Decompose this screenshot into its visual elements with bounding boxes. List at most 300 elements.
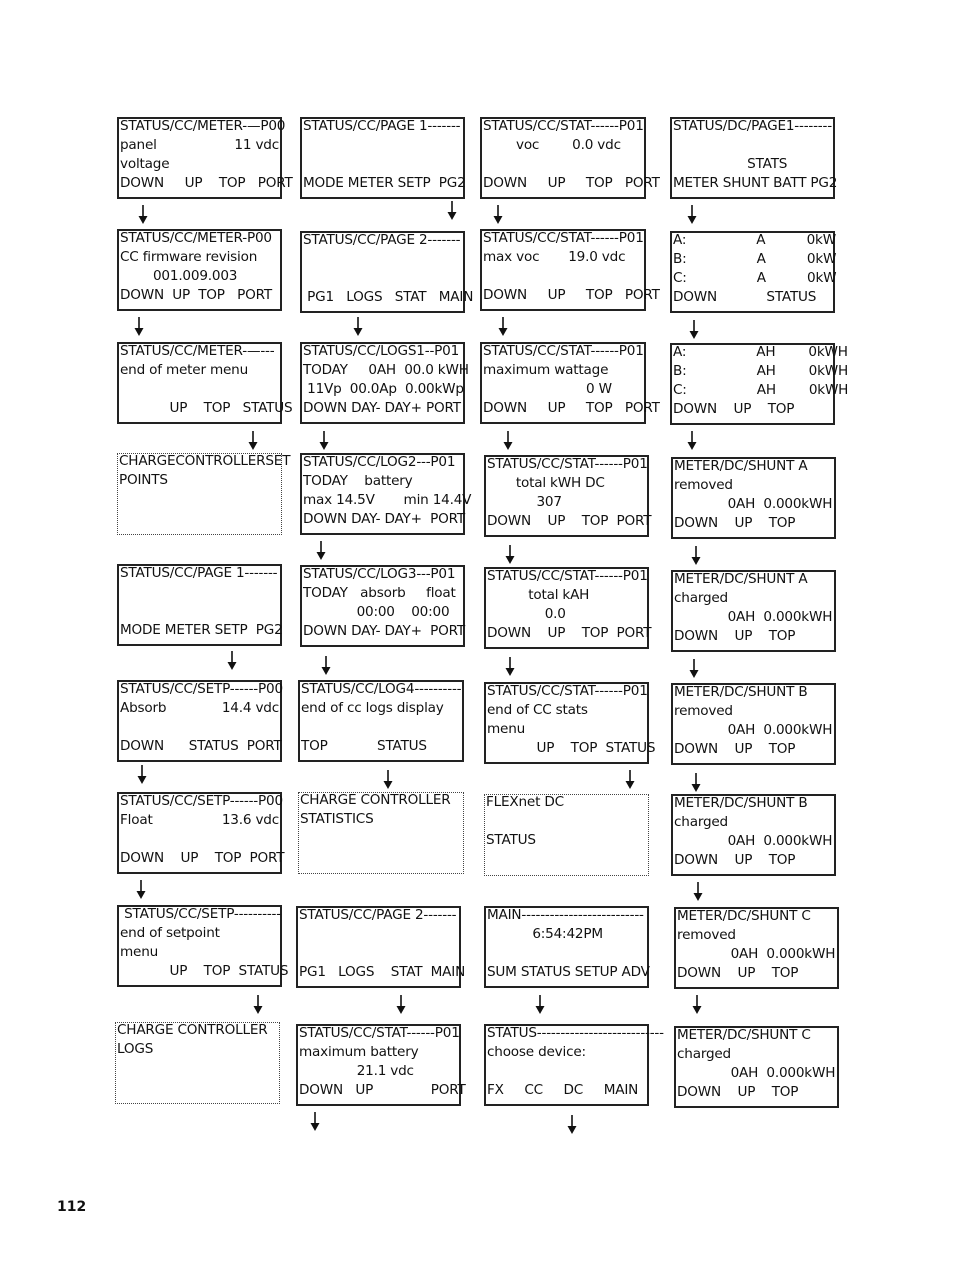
screen-text: METER/DC/SHUNT C xyxy=(677,908,811,924)
screen-text: MODE METER SETP PG2 xyxy=(120,622,283,638)
screen-text: MODE METER SETP PG2 xyxy=(303,175,466,191)
screen-line xyxy=(483,229,643,248)
screen-text: end of setpoint xyxy=(120,925,220,941)
screen-line xyxy=(303,361,469,380)
screen-text: MAIN-------------------------- xyxy=(487,907,644,923)
screen-line xyxy=(674,608,833,627)
screen-text: voc 0.0 vdc xyxy=(483,137,621,153)
lcd-screen-c3-2 xyxy=(480,229,660,311)
screen-line xyxy=(303,174,466,193)
screen-text: DOWN UP TOP xyxy=(674,515,796,531)
down-arrow-icon xyxy=(566,1115,578,1137)
lcd-screen-c4-3 xyxy=(670,343,849,425)
screen-text: STATUS/CC/METER-—P00 xyxy=(120,118,286,134)
screen-line xyxy=(483,286,660,305)
screen-text: DOWN STATUS xyxy=(673,289,817,305)
screen-line xyxy=(487,474,646,493)
lcd-screen-c2-1 xyxy=(300,117,465,199)
down-arrow-icon xyxy=(252,995,264,1017)
lcd-screen-c3-4 xyxy=(484,455,652,537)
down-arrow-icon xyxy=(135,880,147,902)
screen-line xyxy=(487,1081,646,1100)
screen-text: TODAY battery xyxy=(303,473,413,489)
lcd-screen-c2-8 xyxy=(296,906,466,988)
page-number: 112 xyxy=(57,1199,87,1215)
screen-line xyxy=(303,117,462,136)
screen-line xyxy=(120,830,279,849)
screen-line xyxy=(677,1064,836,1083)
screen-line xyxy=(677,926,836,945)
screen-line xyxy=(674,794,833,813)
screen-line xyxy=(487,963,650,982)
screen-line xyxy=(299,1024,458,1043)
screen-text: DOWN UP TOP xyxy=(674,741,796,757)
screen-text: STATUS/CC/LOG2---P01 xyxy=(303,454,456,470)
screen-line xyxy=(677,945,836,964)
lcd-screen-c4-1 xyxy=(670,117,838,199)
down-arrow-icon xyxy=(624,770,636,792)
lcd-screen-c3-3 xyxy=(480,342,660,424)
screen-line xyxy=(487,586,646,605)
screen-text: STATUS/DC/PAGE1-------- xyxy=(673,118,832,134)
down-arrow-icon xyxy=(688,659,700,681)
screen-text: TODAY 0AH 00.0 kWH xyxy=(303,362,469,378)
screen-line xyxy=(486,850,647,869)
screen-text: CHARGE CONTROLLER xyxy=(117,1022,268,1038)
screen-text: maximum battery xyxy=(299,1044,419,1060)
screen-text: DOWN DAY- DAY+ PORT xyxy=(303,623,465,639)
screen-line xyxy=(674,627,833,646)
lcd-screen-c1-6 xyxy=(117,680,282,762)
down-arrow-icon xyxy=(690,773,702,795)
screen-text: UP TOP STATUS xyxy=(120,963,289,979)
screen-text: removed xyxy=(674,703,733,719)
screen-text: POINTS xyxy=(119,472,168,488)
screen-text: METER/DC/SHUNT A xyxy=(674,571,808,587)
down-arrow-icon xyxy=(690,546,702,568)
down-arrow-icon xyxy=(137,205,149,227)
screen-text: 0.0 xyxy=(487,606,566,622)
down-arrow-icon xyxy=(686,431,698,453)
screen-text: C: AH 0kWH xyxy=(673,382,849,398)
screen-value: 14.4 vdc xyxy=(221,700,279,716)
screen-line xyxy=(303,136,462,155)
screen-text: PG1 LOGS STAT MAIN xyxy=(299,964,466,980)
screen-line xyxy=(299,1043,458,1062)
down-arrow-icon xyxy=(247,431,259,453)
screen-line xyxy=(303,288,474,307)
screen-line xyxy=(117,1078,278,1097)
screen-text: Absorb xyxy=(120,700,167,716)
screen-text: DOWN UP TOP xyxy=(677,965,799,981)
screen-line xyxy=(299,944,458,963)
screen-text: STATUS/CC/PAGE 2------- xyxy=(303,232,461,248)
down-arrow-icon xyxy=(315,541,327,563)
screen-line xyxy=(674,683,833,702)
screen-line xyxy=(120,699,279,718)
screen-text: STATUS xyxy=(486,832,536,848)
down-arrow-icon xyxy=(382,770,394,792)
screen-text: Float xyxy=(120,812,153,828)
screen-line xyxy=(487,944,646,963)
screen-text: METER SHUNT BATT PG2 xyxy=(673,175,838,191)
screen-line xyxy=(120,399,293,418)
screen-line xyxy=(120,718,279,737)
screen-text: choose device: xyxy=(487,1044,586,1060)
screen-line xyxy=(120,267,279,286)
down-arrow-icon xyxy=(318,431,330,453)
screen-line xyxy=(117,1059,278,1078)
screen-text: DOWN UP TOP xyxy=(677,1084,799,1100)
screen-line xyxy=(120,380,279,399)
screen-text: STATUS/CC/STAT------P01 xyxy=(299,1025,460,1041)
screen-line xyxy=(483,117,643,136)
screen-line xyxy=(301,737,461,756)
screen-text: max 14.5V min 14.4V xyxy=(303,492,472,508)
screen-line xyxy=(486,812,647,831)
lcd-screen-c4-7 xyxy=(671,794,836,876)
down-arrow-icon xyxy=(226,651,238,673)
screen-line xyxy=(674,832,833,851)
screen-line xyxy=(673,250,837,269)
screen-line xyxy=(677,1045,836,1064)
screen-line xyxy=(673,381,849,400)
screen-line xyxy=(303,342,462,361)
screen-line xyxy=(673,269,837,288)
lcd-screen-c2-3 xyxy=(300,342,469,424)
screen-text: B: AH 0kWH xyxy=(673,363,849,379)
screen-text: panel xyxy=(120,137,157,153)
screen-line xyxy=(301,718,461,737)
down-arrow-icon xyxy=(320,656,332,678)
screen-line xyxy=(303,250,462,269)
screen-line xyxy=(303,399,462,418)
screen-line xyxy=(673,343,848,362)
lcd-screen-c1-9 xyxy=(115,1022,280,1104)
screen-text: DOWN DAY- DAY+ PORT xyxy=(303,511,465,527)
screen-line xyxy=(303,380,462,399)
screen-line xyxy=(303,565,462,584)
screen-line xyxy=(120,962,289,981)
screen-text: TOP STATUS xyxy=(301,738,427,754)
screen-text: STATUS/CC/STAT------P01 xyxy=(483,230,644,246)
down-arrow-icon xyxy=(504,545,516,567)
screen-text: CC firmware revision xyxy=(120,249,258,265)
screen-text: FX CC DC MAIN xyxy=(487,1082,639,1098)
screen-text: maximum wattage xyxy=(483,362,609,378)
screen-text: DOWN UP TOP PORT xyxy=(120,287,273,303)
screen-line xyxy=(303,603,462,622)
screen-line xyxy=(300,810,462,829)
down-arrow-icon xyxy=(534,995,546,1017)
screen-line xyxy=(487,701,646,720)
screen-line xyxy=(677,907,836,926)
screen-line xyxy=(487,682,646,701)
screen-text: STATUS/CC/PAGE 1------- xyxy=(303,118,461,134)
lcd-screen-c4-2 xyxy=(670,231,835,313)
lcd-screen-c1-4 xyxy=(117,453,291,535)
screen-line xyxy=(120,924,279,943)
screen-text: 001.009.003 xyxy=(120,268,238,284)
lcd-screen-c1-2 xyxy=(117,229,282,311)
down-arrow-icon xyxy=(497,317,509,339)
screen-value: 11 vdc xyxy=(234,137,279,153)
screen-line xyxy=(674,851,833,870)
screen-line xyxy=(483,174,660,193)
screen-text: STATUS/CC/LOGS1--P01 xyxy=(303,343,460,359)
screen-text: A: A 0kW xyxy=(673,232,836,248)
screen-line xyxy=(303,155,462,174)
screen-line xyxy=(120,680,283,699)
screen-line xyxy=(299,963,466,982)
lcd-screen-c1-7 xyxy=(117,792,285,874)
screen-text: PG1 LOGS STAT MAIN xyxy=(303,289,474,305)
screen-line xyxy=(299,925,458,944)
screen-line xyxy=(119,509,280,528)
screen-text: LOGS xyxy=(117,1041,154,1057)
screen-line xyxy=(119,471,280,490)
screen-text: C: A 0kW xyxy=(673,270,837,286)
screen-value: 13.6 vdc xyxy=(221,812,279,828)
screen-line xyxy=(483,248,643,267)
lcd-screen-c3-1 xyxy=(480,117,660,199)
screen-text: DOWN UP TOP PORT xyxy=(487,513,652,529)
lcd-screen-c2-9 xyxy=(296,1024,466,1106)
screen-text: menu xyxy=(487,721,526,737)
screen-line xyxy=(674,570,833,589)
screen-text: METER/DC/SHUNT B xyxy=(674,795,808,811)
screen-line xyxy=(120,737,282,756)
down-arrow-icon xyxy=(688,320,700,342)
screen-line xyxy=(483,136,643,155)
screen-line xyxy=(120,811,279,830)
screen-line xyxy=(120,229,279,248)
screen-line xyxy=(677,1026,836,1045)
screen-line xyxy=(487,512,652,531)
screen-text: STATUS--------------------------- xyxy=(487,1025,664,1041)
screen-text: end of cc logs display xyxy=(301,700,444,716)
screen-line xyxy=(674,589,833,608)
screen-line xyxy=(674,495,833,514)
screen-line xyxy=(120,602,279,621)
screen-line xyxy=(483,155,643,174)
lcd-screen-c3-5 xyxy=(484,567,652,649)
screen-text: STATUS/CC/STAT------P01 xyxy=(483,343,644,359)
screen-line xyxy=(300,829,462,848)
screen-text: total kAH xyxy=(487,587,590,603)
screen-line xyxy=(673,117,832,136)
screen-line xyxy=(120,621,283,640)
screen-line xyxy=(301,680,461,699)
screen-line xyxy=(674,702,833,721)
down-arrow-icon xyxy=(309,1112,321,1134)
screen-line xyxy=(487,605,646,624)
screen-line xyxy=(674,721,833,740)
screen-text: charged xyxy=(674,590,728,606)
down-arrow-icon xyxy=(686,205,698,227)
lcd-screen-c2-5 xyxy=(300,565,465,647)
screen-line xyxy=(486,831,647,850)
down-arrow-icon xyxy=(352,317,364,339)
lcd-screen-c2-4 xyxy=(300,453,472,535)
lcd-screen-c2-7 xyxy=(298,792,464,874)
screen-text: STATUS/CC/STAT------P01 xyxy=(483,118,644,134)
lcd-screen-c3-8 xyxy=(484,906,649,988)
screen-text: DOWN UP TOP PORT xyxy=(487,625,652,641)
screen-text: CHARGECONTROLLERSET xyxy=(119,453,291,469)
screen-text: menu xyxy=(120,944,159,960)
lcd-screen-c4-5 xyxy=(671,570,836,652)
screen-line xyxy=(673,136,832,155)
screen-line xyxy=(120,136,279,155)
screen-line xyxy=(677,1083,836,1102)
screen-text: DOWN UP TOP PORT xyxy=(120,175,293,191)
screen-text: 0AH 0.000kWH xyxy=(674,609,833,625)
lcd-screen-c1-3 xyxy=(117,342,293,424)
screen-line xyxy=(303,584,462,603)
screen-line xyxy=(299,1081,466,1100)
screen-text: 0AH 0.000kWH xyxy=(677,946,836,962)
screen-line xyxy=(120,943,279,962)
screen-text: DOWN UP TOP xyxy=(674,628,796,644)
screen-text: FLEXnet DC xyxy=(486,794,564,810)
screen-line xyxy=(487,739,656,758)
screen-line xyxy=(674,740,833,759)
screen-line xyxy=(487,567,646,586)
screen-line xyxy=(303,453,462,472)
lcd-screen-c3-7 xyxy=(484,794,649,876)
screen-text: STATUS/CC/SETP------P00 xyxy=(120,793,283,809)
screen-text: STATUS/CC/STAT------P01 xyxy=(487,568,648,584)
screen-line xyxy=(303,622,465,641)
screen-text: 0AH 0.000kWH xyxy=(674,496,833,512)
screen-text: CHARGE CONTROLLER xyxy=(300,792,451,808)
screen-line xyxy=(303,510,465,529)
screen-text: STATUS/CC/METER-P00 xyxy=(120,230,272,246)
screen-line xyxy=(120,849,285,868)
screen-line xyxy=(487,906,646,925)
screen-text: STATUS/CC/LOG4---------- xyxy=(301,681,462,697)
lcd-screen-c2-6 xyxy=(298,680,464,762)
lcd-screen-c3-6 xyxy=(484,682,656,764)
screen-text: STATUS/CC/PAGE 1------- xyxy=(120,565,278,581)
screen-line xyxy=(303,231,462,250)
screen-line xyxy=(673,288,832,307)
down-arrow-icon xyxy=(502,431,514,453)
screen-text: DOWN UP TOP PORT xyxy=(120,850,285,866)
screen-text: 6:54:42PM xyxy=(487,926,603,942)
screen-line xyxy=(673,174,838,193)
screen-line xyxy=(487,1024,664,1043)
down-arrow-icon xyxy=(446,201,458,223)
screen-text: 0AH 0.000kWH xyxy=(674,722,833,738)
screen-line xyxy=(117,1040,278,1059)
screen-line xyxy=(303,269,462,288)
screen-line xyxy=(120,342,279,361)
screen-text: STATUS/CC/LOG3---P01 xyxy=(303,566,456,582)
screen-text: STATS xyxy=(673,156,788,172)
screen-line xyxy=(483,399,660,418)
screen-text: DOWN UP TOP xyxy=(674,852,796,868)
screen-line xyxy=(674,476,833,495)
screen-text: max voc 19.0 vdc xyxy=(483,249,626,265)
down-arrow-icon xyxy=(492,205,504,227)
screen-line xyxy=(299,906,458,925)
screen-line xyxy=(673,362,849,381)
screen-line xyxy=(487,1062,646,1081)
screen-text: 0AH 0.000kWH xyxy=(674,833,833,849)
screen-text: STATUS/CC/METER-—--- xyxy=(120,343,275,359)
screen-line xyxy=(303,472,462,491)
down-arrow-icon xyxy=(395,995,407,1017)
lcd-screen-c1-8 xyxy=(117,905,289,987)
screen-line xyxy=(486,793,647,812)
lcd-screen-c1-5 xyxy=(117,564,282,646)
screen-line xyxy=(673,231,836,250)
screen-line xyxy=(674,457,833,476)
screen-line xyxy=(483,380,643,399)
screen-line xyxy=(300,791,462,810)
lcd-screen-c4-9 xyxy=(674,1026,839,1108)
screen-text: 0 W xyxy=(483,381,612,397)
screen-line xyxy=(674,813,833,832)
screen-line xyxy=(119,490,280,509)
screen-text: removed xyxy=(677,927,736,943)
screen-text: charged xyxy=(674,814,728,830)
screen-text: DOWN UP TOP PORT xyxy=(483,400,660,416)
screen-line xyxy=(120,117,286,136)
screen-line xyxy=(120,361,279,380)
screen-line xyxy=(487,455,646,474)
screen-line xyxy=(673,400,832,419)
screen-text: 0AH 0.000kWH xyxy=(677,1065,836,1081)
screen-text: 21.1 vdc xyxy=(299,1063,414,1079)
lcd-screen-c4-6 xyxy=(671,683,836,765)
screen-text: DOWN UP TOP PORT xyxy=(483,287,660,303)
screen-line xyxy=(120,248,279,267)
screen-line xyxy=(301,699,461,718)
screen-text: METER/DC/SHUNT C xyxy=(677,1027,811,1043)
screen-text: UP TOP STATUS xyxy=(120,400,293,416)
screen-text: SUM STATUS SETUP ADV xyxy=(487,964,650,980)
down-arrow-icon xyxy=(691,995,703,1017)
screen-line xyxy=(119,452,291,471)
screen-line xyxy=(120,155,279,174)
screen-text: STATUS/CC/STAT------P01 xyxy=(487,456,648,472)
screen-text: METER/DC/SHUNT A xyxy=(674,458,808,474)
down-arrow-icon xyxy=(133,317,145,339)
screen-text: STATUS/CC/SETP------P00 xyxy=(120,681,283,697)
screen-line xyxy=(487,624,652,643)
screen-text: end of CC stats xyxy=(487,702,588,718)
screen-text: METER/DC/SHUNT B xyxy=(674,684,808,700)
lcd-screen-c1-1 xyxy=(117,117,293,199)
down-arrow-icon xyxy=(504,657,516,679)
screen-line xyxy=(303,491,472,510)
screen-line xyxy=(483,361,643,380)
lcd-screen-c2-2 xyxy=(300,231,474,313)
screen-line xyxy=(487,720,646,739)
screen-line xyxy=(487,925,646,944)
screen-text: STATUS/CC/PAGE 2------- xyxy=(299,907,457,923)
screen-line xyxy=(677,964,836,983)
screen-line xyxy=(120,174,293,193)
screen-text: DOWN UP PORT xyxy=(299,1082,466,1098)
screen-text: DOWN UP TOP PORT xyxy=(483,175,660,191)
screen-line xyxy=(673,155,832,174)
screen-line xyxy=(120,564,279,583)
screen-line xyxy=(483,267,643,286)
